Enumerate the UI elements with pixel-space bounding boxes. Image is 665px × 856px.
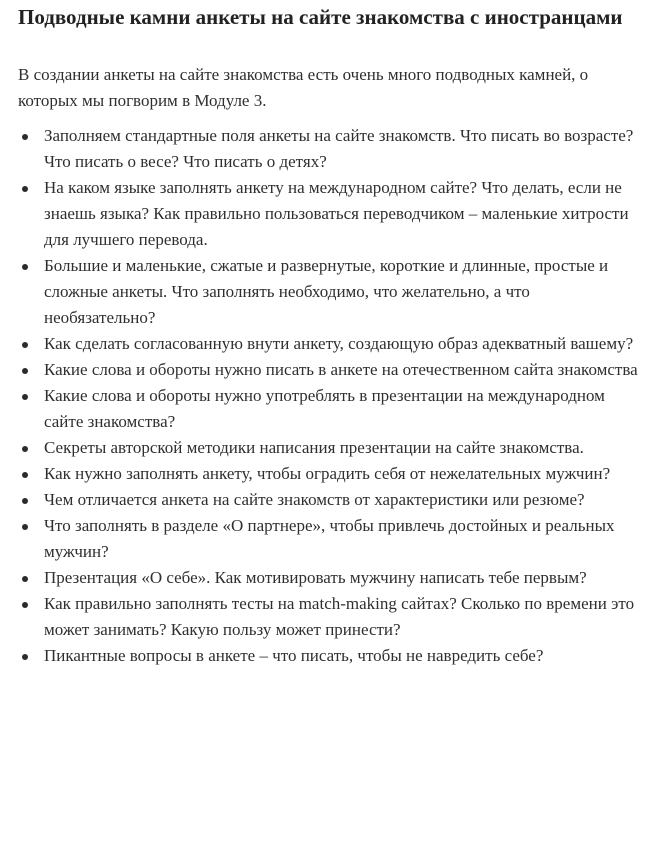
list-item [18, 331, 645, 357]
list-item [18, 487, 645, 513]
intro-paragraph: В создании анкеты на сайте знакомства есть очень много подводных камней, о которых мы погворим в Модуле 3. [18, 65, 589, 110]
bullet-icon [22, 186, 28, 192]
bullet-icon [22, 602, 28, 608]
list-item [18, 123, 645, 175]
list-item-text: Секреты авторской методики написания презентации на сайте знакомства. [44, 438, 584, 457]
list-item-text: Заполняем стандартные поля анкеты на сайте знакомств. Что писать во возрасте? Что писать о весе? Что писать о детях? [44, 126, 634, 171]
bullet-icon [22, 524, 28, 530]
bullet-icon [22, 264, 28, 270]
list-item-text: Презентация «О себе». Как мотивировать мужчину написать тебе первым? [44, 568, 587, 587]
list-item-text: Как сделать согласованную внути анкету, создающую образ адекватный вашему? [44, 334, 634, 353]
list-item [18, 383, 645, 435]
bullet-icon [22, 498, 28, 504]
list-item-text: Большие и маленькие, сжатые и развернутые, короткие и длинные, простые и сложные анкеты. Что заполнять необходимо, что желательно, а что необязательно? [44, 256, 609, 327]
topic-list [18, 114, 645, 669]
bullet-icon [22, 446, 28, 452]
bullet-icon [22, 394, 28, 400]
list-item [18, 565, 645, 591]
article-title: Подводные камни анкеты на сайте знакомства с иностранцами [18, 5, 623, 29]
bullet-icon [22, 654, 28, 660]
list-item-text: Что заполнять в разделе «О партнере», чтобы привлечь достойных и реальных мужчин? [44, 516, 615, 561]
list-item [18, 461, 645, 487]
bullet-icon [22, 368, 28, 374]
list-item [18, 591, 645, 643]
list-item-text: Какие слова и обороты нужно употреблять в презентации на международном сайте знакомства? [44, 386, 605, 431]
bullet-icon [22, 342, 28, 348]
list-item [18, 175, 645, 253]
list-item-text: Чем отличается анкета на сайте знакомств от характеристики или резюме? [44, 490, 585, 509]
list-item-text: Как нужно заполнять анкету, чтобы оградить себя от нежелательных мужчин? [44, 464, 611, 483]
list-item-text: Как правильно заполнять тесты на match-making сайтах? Сколько по времени это может занимать? Какую пользу может принести? [44, 594, 635, 639]
list-item [18, 435, 645, 461]
bullet-icon [22, 576, 28, 582]
list-item [18, 513, 645, 565]
list-item [18, 253, 645, 331]
list-item [18, 357, 645, 383]
bullet-icon [22, 472, 28, 478]
list-item-text: Какие слова и обороты нужно писать в анкете на отечественном сайта знакомства [44, 360, 638, 379]
list-item [18, 643, 645, 669]
list-item-text: Пикантные вопросы в анкете – что писать, чтобы не навредить себе? [44, 646, 544, 665]
bullet-icon [22, 134, 28, 140]
list-item-text: На каком языке заполнять анкету на международном сайте? Что делать, если не знаешь языка? Как правильно пользоваться переводчиком – маленькие хитрости для лучшего перевода. [44, 178, 629, 249]
